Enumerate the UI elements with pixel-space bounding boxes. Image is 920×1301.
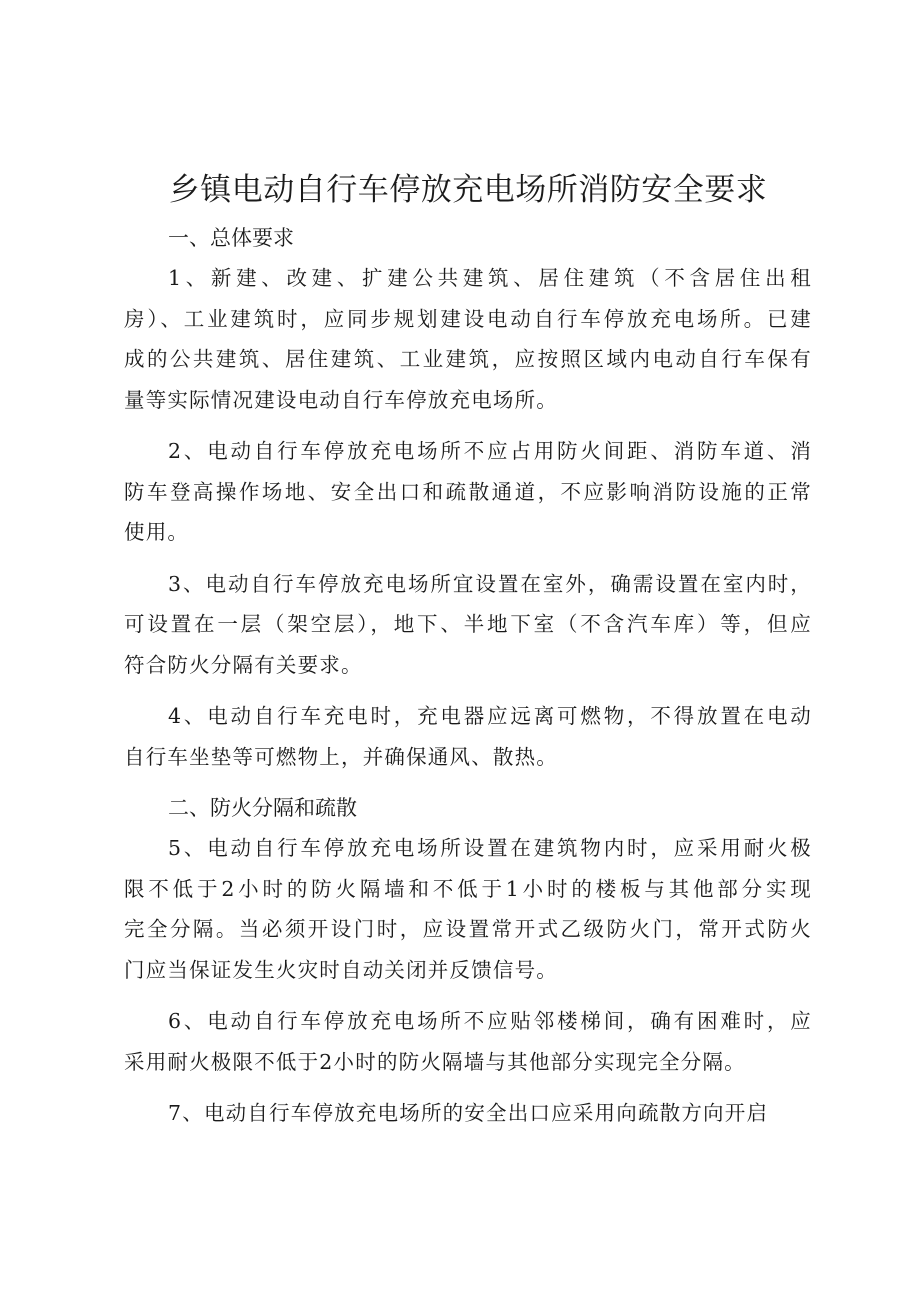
paragraph-line: 2、电动自行车停放充电场所不应占用防火间距、消防车道、消 <box>168 439 812 463</box>
paragraph-line: 采用耐火极限不低于2小时的防火隔墙与其他部分实现完全分隔。 <box>124 1049 746 1074</box>
paragraph-line: 完全分隔。当必须开设门时，应设置常开式乙级防火门，常开式防火 <box>124 917 812 941</box>
document-title: 乡镇电动自行车停放充电场所消防安全要求 <box>168 172 768 208</box>
paragraph-line: 7、电动自行车停放充电场所的安全出口应采用向疏散方向开启 <box>168 1101 769 1125</box>
paragraph <box>124 1001 812 1082</box>
paragraph-line: 3、电动自行车停放充电场所宜设置在室外，确需设置在室内时， <box>168 571 812 596</box>
paragraph-line: 防车登高操作场地、安全出口和疏散通道，不应影响消防设施的正常 <box>124 479 812 504</box>
section-heading: 一、总体要求 <box>168 226 294 250</box>
section-heading: 二、防火分隔和疏散 <box>168 796 357 820</box>
paragraph-line: 限不低于2小时的防火隔墙和不低于1小时的楼板与其他部分实现 <box>124 876 812 901</box>
paragraph <box>124 431 812 553</box>
paragraph-line: 自行车坐垫等可燃物上，并确保通风、散热。 <box>124 744 558 769</box>
paragraph-line: 量等实际情况建设电动自行车停放充电场所。 <box>124 387 558 412</box>
paragraph-line: 使用。 <box>124 520 190 544</box>
paragraph-line: 4、电动自行车充电时，充电器应远离可燃物，不得放置在电动 <box>168 704 812 728</box>
paragraph <box>124 258 812 420</box>
document-body <box>124 218 812 1134</box>
paragraph-line: 可设置在一层（架空层），地下、半地下室（不含汽车库）等，但应 <box>124 612 812 636</box>
document-page <box>124 168 812 1145</box>
paragraph-line: 门应当保证发生火灾时自动关闭并反馈信号。 <box>124 957 558 982</box>
paragraph-line: 6、电动自行车停放充电场所不应贴邻楼梯间，确有困难时，应 <box>168 1009 812 1033</box>
paragraph-line: 1、新建、改建、扩建公共建筑、居住建筑（不含居住出租 <box>168 266 812 290</box>
paragraph <box>124 696 812 777</box>
paragraph <box>124 828 812 990</box>
paragraph <box>124 1093 812 1134</box>
paragraph-line: 符合防火分隔有关要求。 <box>124 652 363 677</box>
paragraph-line: 5、电动自行车停放充电场所设置在建筑物内时，应采用耐火极 <box>168 836 812 860</box>
paragraph-line: 成的公共建筑、居住建筑、工业建筑，应按照区域内电动自行车保有 <box>124 347 812 371</box>
paragraph <box>124 564 812 686</box>
paragraph-line: 房）、工业建筑时，应同步规划建设电动自行车停放充电场所。已建 <box>124 306 812 331</box>
